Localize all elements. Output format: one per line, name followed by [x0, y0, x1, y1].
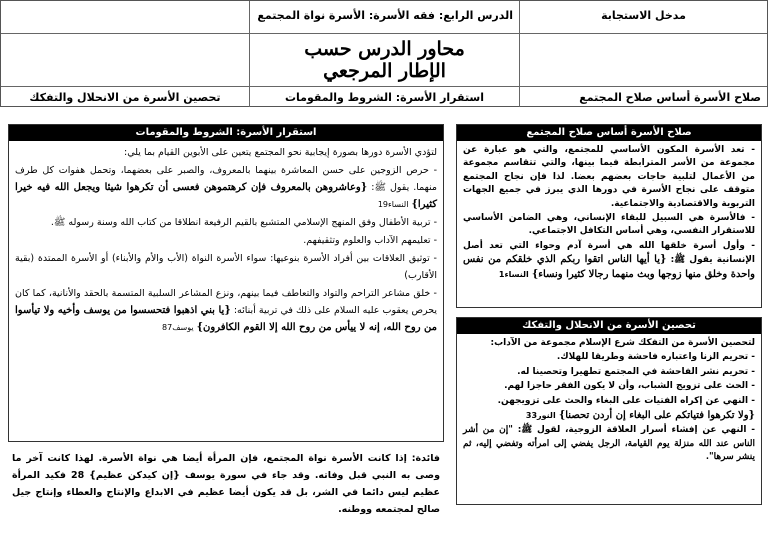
list-item [15, 162, 437, 213]
box-heading: تحصين الأسرة من الانحلال والتفكك [457, 318, 761, 334]
axes-title [249, 34, 519, 86]
paragraph-text: - وأول أسرة خلقها الله هي أسرة آدم وحواء التي تعد أصل الإنسانية يقول ﷺ: [463, 240, 755, 266]
list-item-text: تحريم الزنا واعتباره فاحشة وطريقا للهلاك. [556, 352, 749, 363]
list-item-text: - حرص الزوجين على حسن المعاشرة بينهما بالمعروف، والصبر على بعضهما، وتحمل هفوات كل طرف منهما. يقول ﷺ: [15, 165, 437, 193]
list-item-text: النهي عن إفشاء أسرار العلاقة الزوجية، لقول ﷺ: [517, 425, 747, 436]
header-row-3 [1, 87, 767, 107]
list-item: - تربية الأطفال وفق المنهج الإسلامي المتشبع بالقيم الرفيعة انطلاقا من كتاب الله وسنة رسوله ﷺ. [50, 217, 437, 228]
header-row-1 [1, 1, 767, 34]
axis-2: استقرار الأسرة: الشروط والمقومات [249, 87, 519, 107]
note-paragraph: فائدة: إذا كانت الأسرة نواة المجتمع، فإن المرأة أيضا هي نواة الأسرة. لهذا كانت آخر ما وصى به النبي قبل وفاته. وقد جاء في سورة يوسف {إن كيدكن عظيم} 28 فكيد المرأة عظيم ليس دائما في الشر، بل قد يكون أيضا عظيم في الابداع والإنتاج والعطاء وإنتاج جيل صالح لمجتمعه ووطنه. [12, 453, 440, 515]
family-wellbeing-box [456, 124, 762, 308]
empty-cell [519, 34, 767, 86]
entry-label: مدخل الاستجابة [519, 1, 767, 33]
list-item: - تحريم نشر الفاحشة في المجتمع تطهيرا وتحصينا له. [517, 366, 755, 377]
list-item [15, 285, 437, 336]
quran-verse: {يا بني اذهبوا فتحسسوا من يوسف وأخيه ولا تيأسوا من روح الله، إنه لا ييأس من روح الله إلا القوم الكافرون} [15, 305, 437, 333]
list-item: - الحث على تزويج الشباب، وأن لا يكون الفقر حاجزا لهم. [504, 381, 755, 392]
list-item-text: تحريم نشر الفاحشة في المجتمع تطهيرا وتحصينا له. [517, 366, 749, 377]
list-item-text: النهي عن إكراه الفتيات على البغاء والحث على تزويجهن. [497, 395, 749, 406]
paragraph: - فالأسرة هي السبيل للبقاء الإنساني، وهي الضامن الأساسي للاستقرار النفسي، وهي أساس التكافل الاجتماعي. [463, 213, 755, 237]
list-item: - النهي عن إفشاء أسرار العلاقة الزوجية، لقول ﷺ: "إن من أشر الناس عند الله منزلة يوم القيامة، الرجل يفضي إلى امرأته وتفضي إليه، ثم ينشر سرها". [463, 425, 755, 463]
axes-title-line1: محاور الدرس حسب [304, 38, 465, 60]
lesson-title: الدرس الرابع: فقه الأسرة: الأسرة نواة المجتمع [249, 1, 519, 33]
lesson-header-table [0, 0, 768, 107]
list-item-text: الحث على تزويج الشباب، وأن لا يكون الفقر حاجزا لهم. [504, 381, 749, 392]
axis-1: صلاح الأسرة أساس صلاح المجتمع [519, 87, 767, 107]
axis-3: تحصين الأسرة من الانحلال والتفكك [29, 91, 221, 104]
quran-verse: {ولا تكرهوا فتياتكم على البغاء إن أردن تحصنا} [558, 410, 755, 422]
empty-cell [1, 1, 249, 33]
list-item-text: - خلق مشاعر التراحم والتواد والتعاطف فيما بينهم، ونزع المشاعر السلبية المتسمة بالحقد والأنانية، كما كان يحرص يعقوب عليه السلام على ذلك في تربية أبنائه: [15, 288, 437, 316]
list-item: - توثيق العلاقات بين أفراد الأسرة بنوعيها: سواء الأسرة النواة (الأب والأم والأبناء) أو الأسرة الممتدة (بقية الأقارب) [15, 253, 437, 281]
verse-reference: النساء19 [377, 200, 409, 209]
list-item: - النهي عن إكراه الفتيات على البغاء والحث على تزويجهن. [497, 395, 755, 406]
list-item: - تعليمهم الآداب والعلوم وتثقيفهم. [303, 235, 437, 246]
verse-reference: النور33 [525, 411, 556, 421]
box-heading: صلاح الأسرة أساس صلاح المجتمع [457, 125, 761, 141]
axes-title-line2: الإطار المرجعي [323, 60, 446, 82]
quran-verse: {وعاشروهن بالمعروف فإن كرهتموهن فعسى أن تكرهوا شيئا ويجعل الله فيه خيرا كثيرا} [15, 182, 437, 210]
quran-verse: {يا أيها الناس اتقوا ربكم الذي خلقكم من نفس واحدة وخلق منها زوجها وبث منهما رجالا كثيرا ونساء} [463, 254, 755, 280]
paragraph: لتؤدي الأسرة دورها بصورة إيجابية نحو المجتمع يتعين على الأبوين القيام بما يلي: [124, 147, 437, 158]
hadith: "إن من أشر الناس عند الله منزلة يوم القيامة، الرجل يفضي إلى امرأته وتفضي إليه، ثم ينشر سرها". [463, 425, 755, 463]
family-stability-box [8, 124, 444, 442]
verse-reference: يوسف87 [162, 323, 194, 332]
empty-cell [1, 34, 249, 86]
family-protection-box [456, 317, 762, 505]
paragraph: لتحصين الأسرة من التفكك شرع الإسلام مجموعة من الآداب: [490, 338, 755, 348]
header-row-2 [1, 34, 767, 87]
quran-line [463, 409, 755, 423]
list-item: - تحريم الزنا واعتباره فاحشة وطريقا للهلاك. [556, 352, 755, 363]
verse-reference: النساء1 [498, 269, 529, 279]
paragraph: - تعد الأسرة المكون الأساسي للمجتمع، والتي هو عبارة عن مجموعة من الأسر المترابطة فيما بينها، والتي تتقاسم مجموعة من الأعمال لتلبية حاجات بعضهم بعضا. لذا فإن نجاح المجتمع متوقف على نجاح الأسرة في دورها الذي يبرز في جميع الجهات التربوية والاقتصادية والاجتماعية. [463, 145, 755, 209]
box-heading: استقرار الأسرة: الشروط والمقومات [9, 125, 443, 141]
paragraph [463, 240, 755, 282]
